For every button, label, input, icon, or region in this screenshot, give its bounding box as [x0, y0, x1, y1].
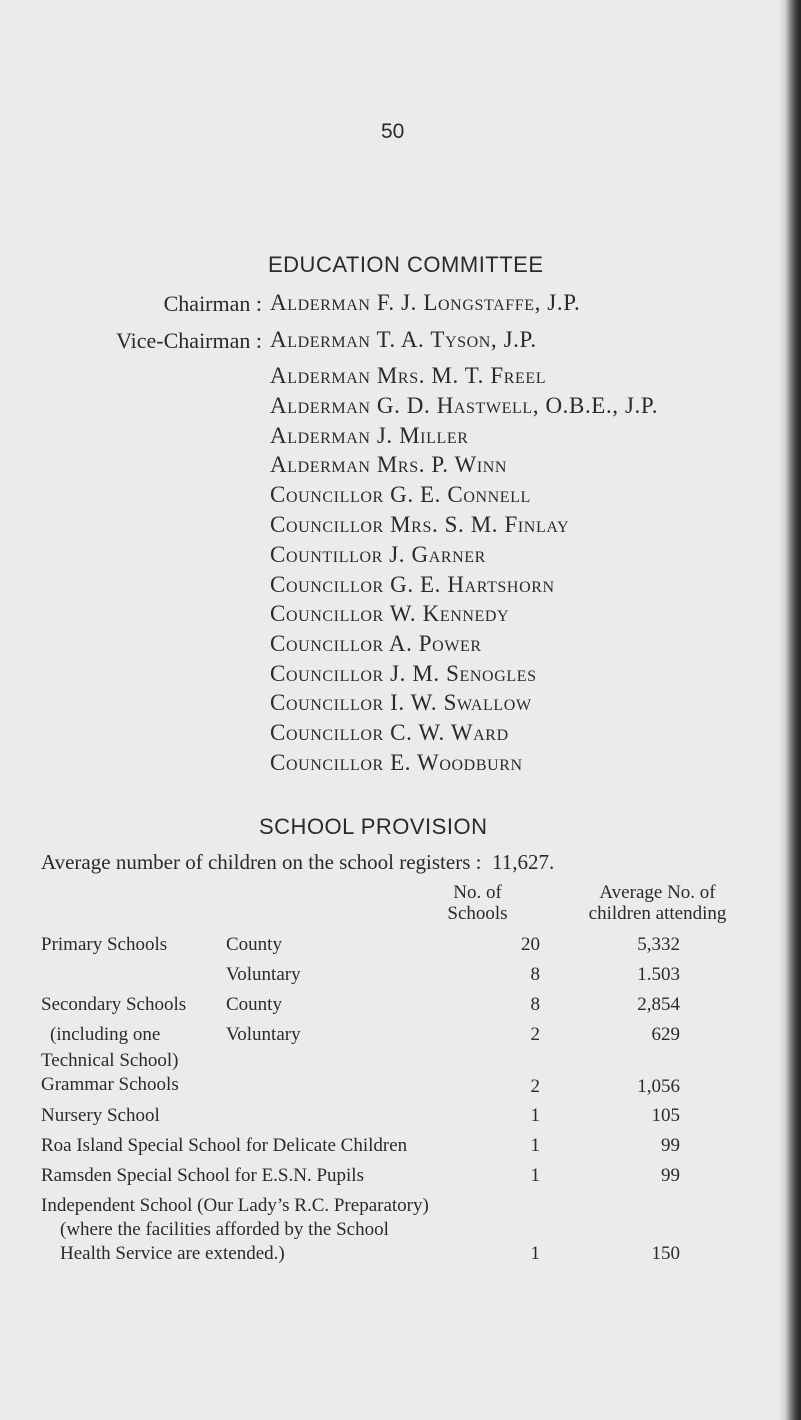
table-row-name-cont: Health Service are extended.) [60, 1243, 285, 1264]
page-edge-shadow [779, 0, 801, 1420]
member: Councillor Mrs. S. M. Finlay [270, 512, 570, 537]
table-row-name: Roa Island Special School for Delicate Children [41, 1135, 408, 1156]
col-header-schools: No. of [453, 882, 502, 903]
table-row-name: Nursery School [41, 1105, 160, 1126]
table-row-children: 5,332 [637, 934, 680, 955]
table-row-name-cont: Technical School) [41, 1050, 179, 1071]
table-row-type: Voluntary [226, 964, 301, 985]
table-row-name: Ramsden Special School for E.S.N. Pupils [41, 1165, 364, 1186]
chairman-label: Chairman : [163, 291, 262, 316]
table-row-schools: 1 [530, 1135, 540, 1156]
table-row-children: 99 [661, 1165, 680, 1186]
table-row-schools: 1 [530, 1165, 540, 1186]
col-header-schools: Schools [447, 903, 508, 924]
table-row-children: 99 [661, 1135, 680, 1156]
table-row-schools: 8 [530, 994, 540, 1015]
average-registers-label: Average number of children on the school registers : [41, 850, 482, 874]
table-row-children: 105 [651, 1105, 680, 1126]
member: Councillor W. Kennedy [270, 601, 510, 626]
member: Alderman J. Miller [270, 423, 469, 448]
member: Alderman Mrs. M. T. Freel [270, 363, 547, 388]
member: Countillor J. Garner [270, 542, 486, 567]
table-row-name: Primary Schools [41, 934, 168, 955]
table-row-children: 150 [651, 1243, 680, 1264]
table-row-schools: 2 [530, 1076, 540, 1097]
table-row-children: 1.503 [637, 964, 680, 985]
table-row-schools: 8 [530, 964, 540, 985]
table-row-type: County [226, 934, 282, 955]
vice-chairman-label: Vice-Chairman : [116, 328, 262, 353]
table-row-schools: 1 [530, 1105, 540, 1126]
provision-title: SCHOOL PROVISION [259, 814, 488, 839]
committee-title: EDUCATION COMMITTEE [268, 252, 544, 277]
table-row-children: 629 [651, 1024, 680, 1045]
table-row-name-cont: (where the facilities afforded by the School [60, 1219, 389, 1240]
average-registers-value: 11,627. [492, 850, 555, 874]
member: Alderman Mrs. P. Winn [270, 452, 508, 477]
table-row-name: Secondary Schools [41, 994, 187, 1015]
table-row-name: Independent School (Our Lady’s R.C. Preparatory) [41, 1195, 429, 1216]
member: Councillor I. W. Swallow [270, 690, 532, 715]
table-row-children: 1,056 [637, 1076, 680, 1097]
member: Alderman G. D. Hastwell, O.B.E., J.P. [270, 393, 659, 418]
table-row-schools: 2 [530, 1024, 540, 1045]
chairman-name: Alderman F. J. Longstaffe, J.P. [270, 290, 581, 315]
table-row-type: Voluntary [226, 1024, 301, 1045]
table-row-children: 2,854 [637, 994, 680, 1015]
col-header-children: Average No. of [599, 882, 716, 903]
member: Councillor G. E. Hartshorn [270, 572, 555, 597]
table-row-schools: 1 [530, 1243, 540, 1264]
col-header-children: children attending [588, 903, 727, 924]
member: Councillor G. E. Connell [270, 482, 531, 507]
member: Councillor C. W. Ward [270, 720, 509, 745]
vice-chairman-name: Alderman T. A. Tyson, J.P. [270, 327, 537, 352]
member: Councillor A. Power [270, 631, 482, 656]
page-number: 50 [381, 120, 405, 143]
table-row-name: Grammar Schools [41, 1074, 179, 1095]
member: Councillor J. M. Senogles [270, 661, 537, 686]
table-row-name: (including one [50, 1024, 161, 1045]
table-row-type: County [226, 994, 282, 1015]
table-row-schools: 20 [521, 934, 540, 955]
member: Councillor E. Woodburn [270, 750, 523, 775]
